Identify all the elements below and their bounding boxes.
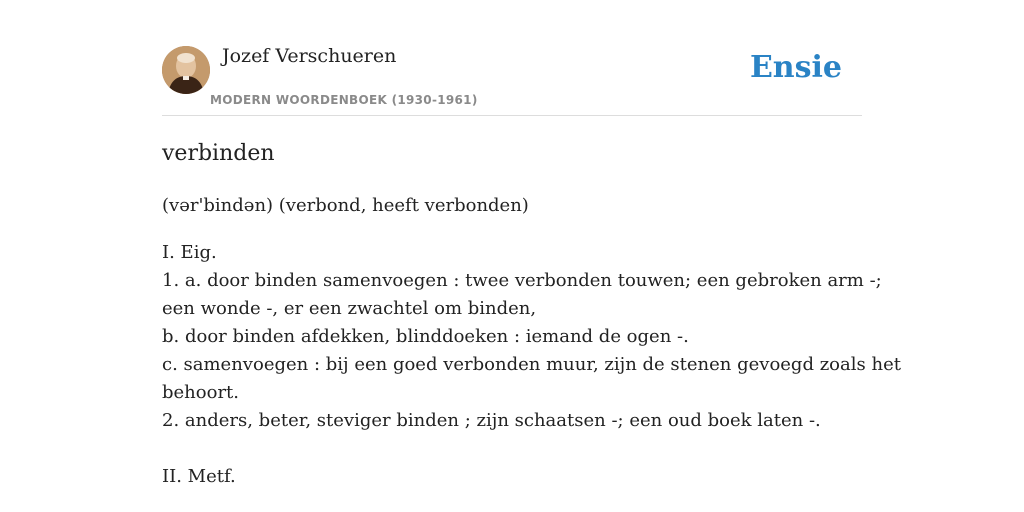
definition-spacer bbox=[162, 435, 862, 463]
entry-headword: verbinden bbox=[162, 141, 275, 166]
entry-pronunciation: (vər'bindən) (verbond, heeft verbonden) bbox=[162, 195, 529, 216]
header-divider bbox=[162, 115, 862, 116]
definition-line: 2. anders, beter, steviger binden ; zijn schaatsen -; een oud boek laten -. bbox=[162, 410, 821, 431]
definition-line: een wonde -, er een zwachtel om binden, bbox=[162, 298, 537, 319]
definition-line: b. door binden afdekken, blinddoeken : iemand de ogen -. bbox=[162, 326, 689, 347]
brand-logo[interactable]: Ensie bbox=[749, 50, 842, 85]
portrait-image bbox=[162, 46, 210, 94]
definition-line: I. Eig. bbox=[162, 242, 217, 263]
source-name[interactable]: MODERN WOORDENBOEK (1930-1961) bbox=[210, 93, 478, 107]
entry-definition bbox=[162, 239, 901, 491]
definition-line: c. samenvoegen : bij een goed verbonden muur, zijn de stenen gevoegd zoals het bbox=[162, 354, 901, 375]
author-name-link[interactable]: Jozef Verschueren bbox=[222, 45, 397, 67]
definition-line: II. Metf. bbox=[162, 466, 236, 487]
definition-line: 1. a. door binden samenvoegen : twee verbonden touwen; een gebroken arm -; bbox=[162, 270, 882, 291]
author-avatar[interactable] bbox=[162, 46, 210, 94]
definition-line: behoort. bbox=[162, 382, 240, 403]
